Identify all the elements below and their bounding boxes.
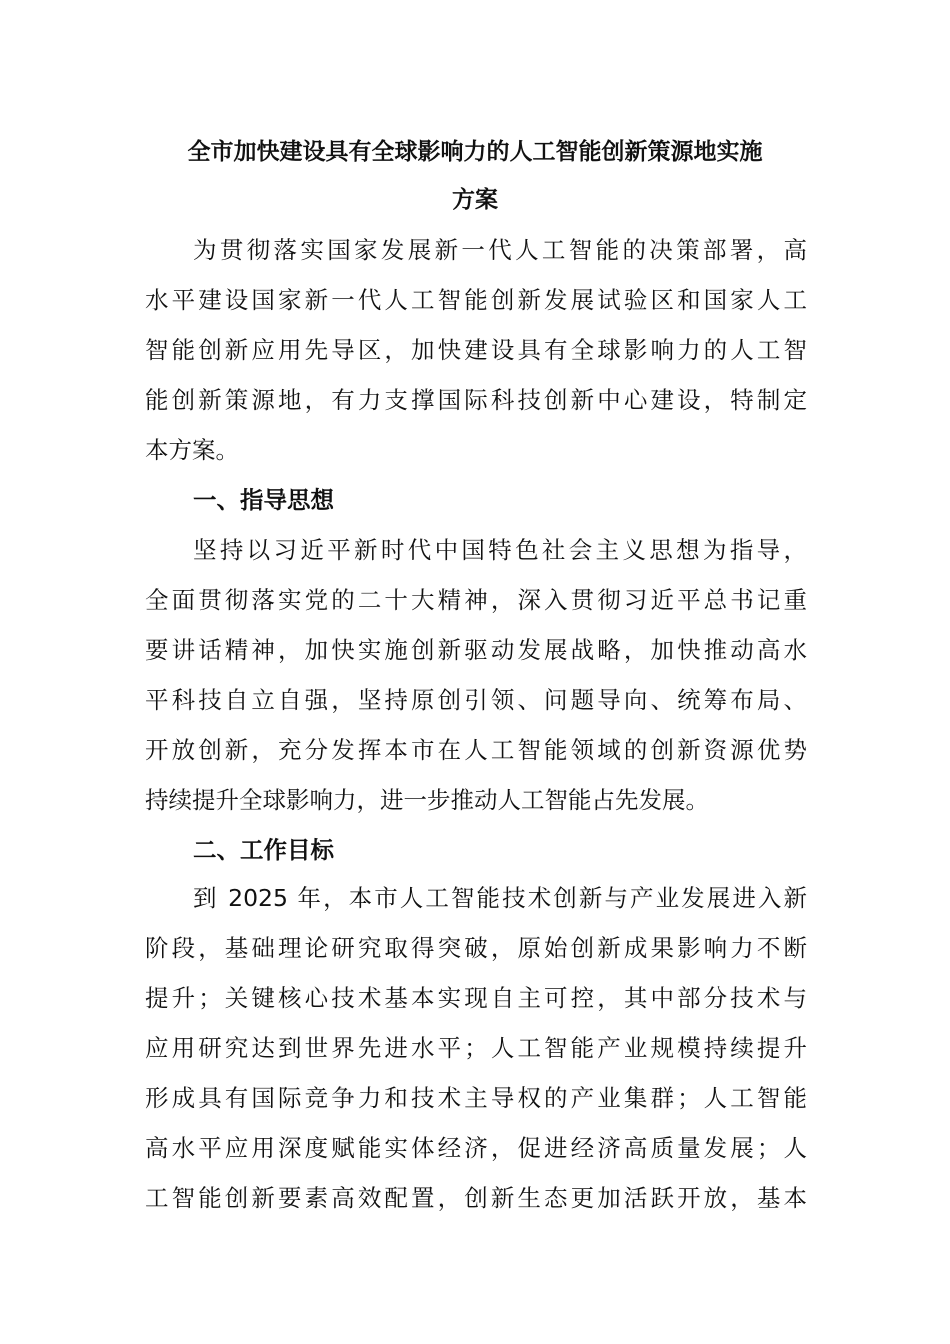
section-heading-work-goals: 二、工作目标 <box>193 836 334 864</box>
document-title-line-1: 全市加快建设具有全球影响力的人工智能创新策源地实施 <box>187 139 763 165</box>
section2-line: 工智能创新要素高效配置，创新生态更加活跃开放，基本 <box>145 1184 807 1212</box>
section-heading-guiding-thought: 一、指导思想 <box>193 486 334 514</box>
section2-line: 提升；关键核心技术基本实现自主可控，其中部分技术与 <box>145 984 807 1012</box>
intro-line: 智能创新应用先导区，加快建设具有全球影响力的人工智 <box>145 336 807 364</box>
section2-line: 阶段，基础理论研究取得突破，原始创新成果影响力不断 <box>145 934 807 962</box>
section2-line: 到 2025 年，本市人工智能技术创新与产业发展进入新 <box>193 884 807 912</box>
intro-line: 能创新策源地，有力支撑国际科技创新中心建设，特制定 <box>145 386 807 414</box>
document-title-line-2: 方案 <box>452 187 498 213</box>
section2-line: 形成具有国际竞争力和技术主导权的产业集群；人工智能 <box>145 1084 807 1112</box>
section1-line: 开放创新，充分发挥本市在人工智能领域的创新资源优势 <box>145 736 807 764</box>
intro-line: 水平建设国家新一代人工智能创新发展试验区和国家人工 <box>145 286 807 314</box>
section1-line: 全面贯彻落实党的二十大精神，深入贯彻习近平总书记重 <box>145 586 807 614</box>
section1-line: 持续提升全球影响力，进一步推动人工智能占先发展。 <box>145 786 709 814</box>
intro-line: 为贯彻落实国家发展新一代人工智能的决策部署，高 <box>193 236 807 264</box>
intro-line: 本方案。 <box>145 436 239 464</box>
section1-line: 坚持以习近平新时代中国特色社会主义思想为指导， <box>193 536 807 564</box>
section2-line: 高水平应用深度赋能实体经济，促进经济高质量发展；人 <box>145 1134 807 1162</box>
section1-line: 要讲话精神，加快实施创新驱动发展战略，加快推动高水 <box>145 636 807 664</box>
section2-line: 应用研究达到世界先进水平；人工智能产业规模持续提升 <box>145 1034 807 1062</box>
section1-line: 平科技自立自强，坚持原创引领、问题导向、统筹布局、 <box>145 686 807 714</box>
